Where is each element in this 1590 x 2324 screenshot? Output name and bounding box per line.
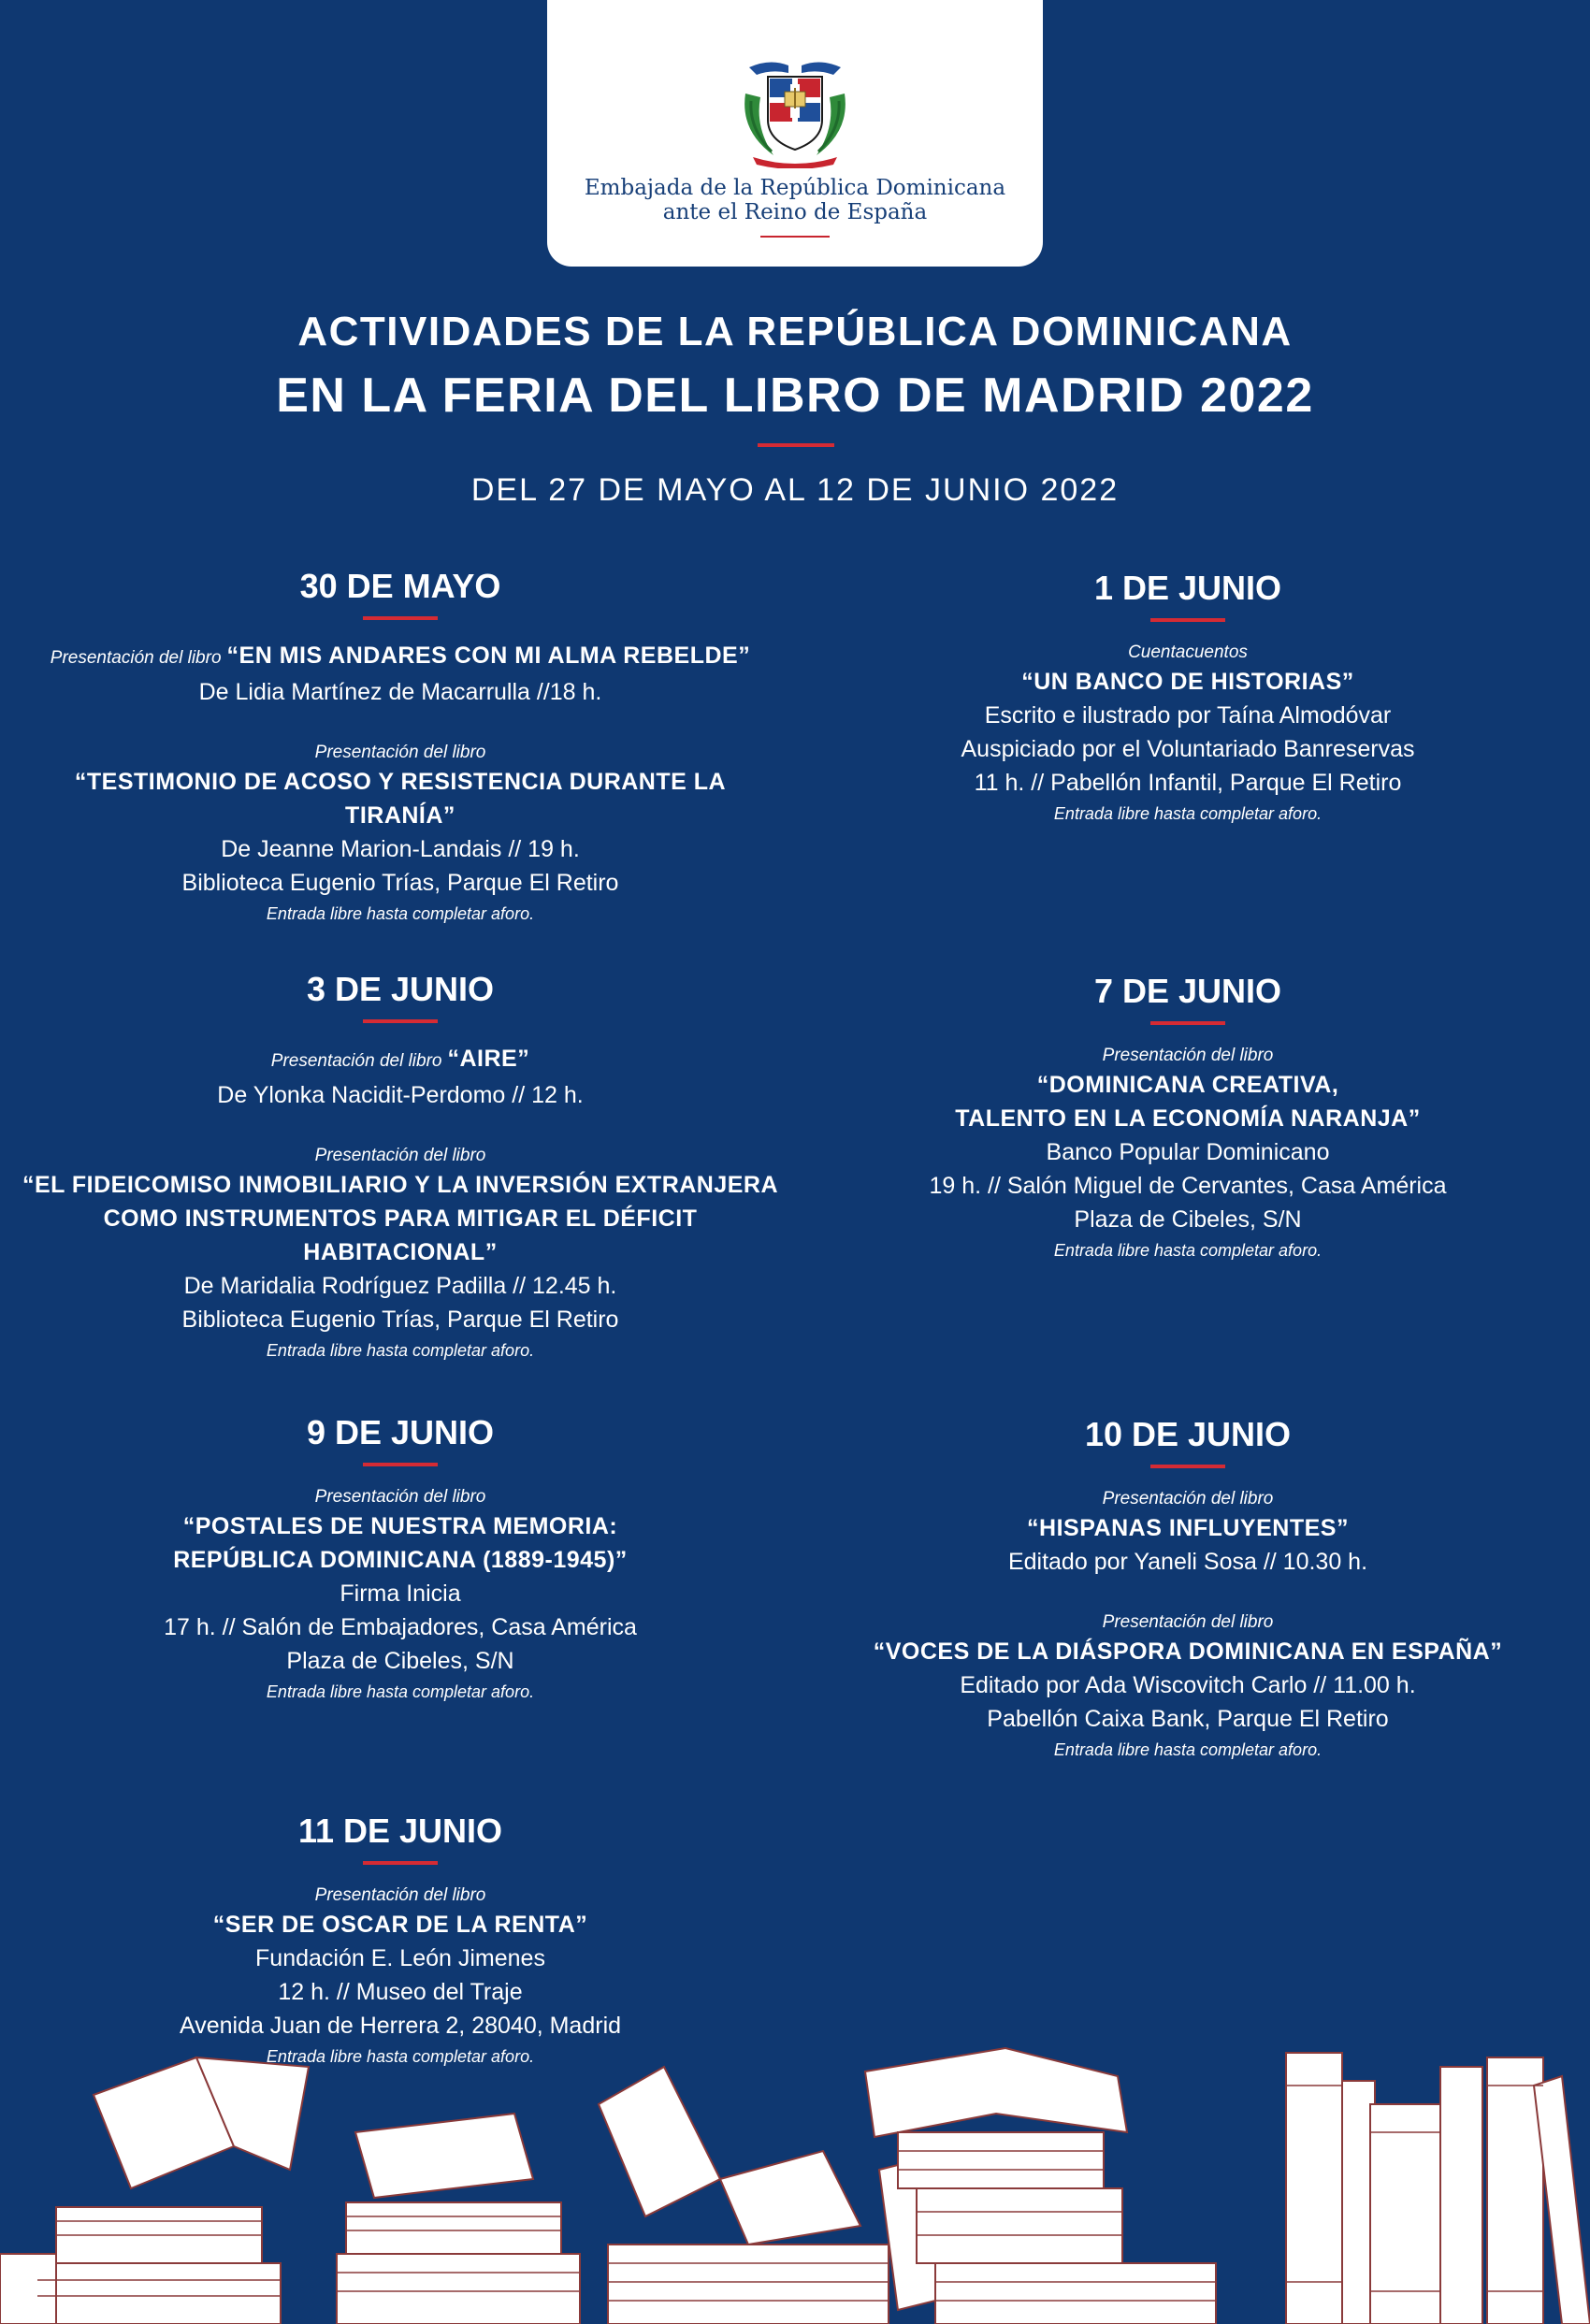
poster-title-line-2: EN LA FERIA DEL LIBRO DE MADRID 2022: [276, 368, 1314, 423]
books-illustration: [0, 2029, 1590, 2324]
entry-note: Entrada libre hasta completar aforo.: [266, 1341, 535, 1360]
event-title-with-label: [17, 639, 784, 675]
event-detail: De Lidia Martínez de Macarrulla //18 h.: [198, 679, 602, 705]
event-detail: Editado por Yaneli Sosa // 10.30 h.: [1007, 1549, 1368, 1575]
event-detail: Editado por Ada Wiscovitch Carlo // 11.00 h.: [960, 1672, 1416, 1698]
day-jun-10: [804, 1414, 1571, 1796]
embassy-divider: [760, 236, 830, 238]
event-item: [804, 1044, 1571, 1264]
embassy-header: [547, 0, 1043, 267]
day-heading: 3 DE JUNIO: [306, 970, 495, 1008]
day-divider: [363, 1019, 438, 1023]
event-item: [804, 1610, 1571, 1764]
title-divider: [758, 443, 834, 447]
event-type-label: Presentación del libro: [270, 1051, 442, 1071]
day-jun-9: [17, 1412, 784, 1738]
day-divider: [1150, 1021, 1225, 1025]
event-address: Avenida Juan de Herrera 2, 28040, Madrid: [179, 2013, 622, 2039]
day-heading: 10 DE JUNIO: [1084, 1415, 1292, 1453]
event-type-label: Presentación del libro: [314, 1885, 486, 1905]
book-title: “TESTIMONIO DE ACOSO Y RESISTENCIA DURANTE LA TIRANÍA”: [74, 769, 727, 829]
day-divider: [1150, 1465, 1225, 1468]
event-item: [17, 1485, 784, 1706]
book-title-line-1: “DOMINICANA CREATIVA,: [1036, 1072, 1339, 1098]
event-type-label: Presentación del libro: [1102, 1612, 1274, 1632]
day-divider: [363, 1463, 438, 1466]
event-type-label: Presentación del libro: [314, 1487, 486, 1507]
event-type-label: Presentación del libro: [1102, 1046, 1274, 1065]
entry-note: Entrada libre hasta completar aforo.: [266, 1682, 535, 1701]
book-title: “SER DE OSCAR DE LA RENTA”: [212, 1912, 588, 1938]
entry-note: Entrada libre hasta completar aforo.: [1053, 1740, 1323, 1759]
entry-note: Entrada libre hasta completar aforo.: [266, 2047, 535, 2066]
book-title: “HISPANAS INFLUYENTES”: [1027, 1515, 1349, 1541]
book-title: “EN MIS ANDARES CON MI ALMA REBELDE”: [226, 642, 751, 669]
event-item: [804, 641, 1571, 828]
day-divider: [1150, 618, 1225, 622]
day-jun-3: [17, 969, 784, 1396]
day-heading: 11 DE JUNIO: [297, 1812, 503, 1850]
event-type-label: Presentación del libro: [50, 648, 222, 668]
entry-note: Entrada libre hasta completar aforo.: [1053, 804, 1323, 823]
embassy-name-line-1: Embajada de la República Dominicana: [584, 176, 1006, 200]
event-detail: Banco Popular Dominicano: [1046, 1139, 1330, 1165]
event-venue: Pabellón Caixa Bank, Parque El Retiro: [987, 1706, 1389, 1732]
event-type-label: Presentación del libro: [314, 743, 486, 762]
event-venue: Biblioteca Eugenio Trías, Parque El Retiro: [181, 870, 619, 896]
event-type-label: Presentación del libro: [1102, 1489, 1274, 1508]
day-heading: 9 DE JUNIO: [306, 1413, 495, 1451]
embassy-name-line-2: ante el Reino de España: [662, 200, 928, 224]
book-title: “VOCES DE LA DIÁSPORA DOMINICANA EN ESPAÑA”: [873, 1638, 1503, 1665]
day-jun-7: [804, 971, 1571, 1296]
event-item: [804, 1487, 1571, 1579]
day-divider: [363, 1861, 438, 1865]
entry-note: Entrada libre hasta completar aforo.: [1053, 1241, 1323, 1260]
book-title-line-2: TALENTO EN LA ECONOMÍA NARANJA”: [955, 1105, 1421, 1132]
book-title-line-1: “EL FIDEICOMISO INMOBILIARIO Y LA INVERSIÓN EXTRANJERA: [22, 1172, 779, 1198]
event-detail: De Ylonka Nacidit-Perdomo // 12 h.: [217, 1082, 584, 1108]
poster-title-line-1: ACTIVIDADES DE LA REPÚBLICA DOMINICANA: [297, 309, 1293, 354]
event-detail: De Jeanne Marion-Landais // 19 h.: [221, 836, 580, 862]
day-divider: [363, 616, 438, 620]
event-venue: Biblioteca Eugenio Trías, Parque El Retiro: [181, 1306, 619, 1333]
event-item: [17, 741, 784, 928]
day-heading: 1 DE JUNIO: [1093, 569, 1282, 607]
event-venue: 12 h. // Museo del Traje: [278, 1979, 523, 2005]
event-address: Plaza de Cibeles, S/N: [286, 1648, 514, 1674]
event-detail: De Maridalia Rodríguez Padilla // 12.45 h.: [183, 1273, 617, 1299]
event-title-with-label: [17, 1042, 784, 1078]
book-title-line-2: REPÚBLICA DOMINICANA (1889-1945)”: [173, 1547, 628, 1573]
day-jun-1: [804, 568, 1571, 859]
event-venue: 19 h. // Salón Miguel de Cervantes, Casa América: [929, 1173, 1447, 1199]
event-item: [17, 639, 784, 709]
book-title: “AIRE”: [447, 1046, 530, 1072]
event-type-label: Cuentacuentos: [1128, 642, 1248, 662]
day-heading: 7 DE JUNIO: [1093, 972, 1282, 1010]
day-heading: 30 DE MAYO: [299, 567, 501, 605]
coat-of-arms-icon: [732, 56, 858, 168]
event-type-label: Presentación del libro: [314, 1146, 486, 1165]
event-item: [17, 1042, 784, 1112]
event-detail: Firma Inicia: [340, 1581, 461, 1607]
event-date-range: DEL 27 DE MAYO AL 12 DE JUNIO 2022: [470, 472, 1120, 508]
event-venue: 11 h. // Pabellón Infantil, Parque El Retiro: [974, 770, 1402, 796]
event-sponsor: Auspiciado por el Voluntariado Banreservas: [961, 736, 1415, 762]
event-venue: 17 h. // Salón de Embajadores, Casa América: [164, 1614, 637, 1640]
day-may-30: [17, 566, 784, 960]
event-detail: Escrito e ilustrado por Taína Almodóvar: [984, 702, 1392, 729]
book-title-line-2: COMO INSTRUMENTOS PARA MITIGAR EL DÉFICIT HABITACIONAL”: [103, 1205, 698, 1265]
event-detail: Fundación E. León Jimenes: [255, 1945, 545, 1971]
event-item: [17, 1144, 784, 1364]
entry-note: Entrada libre hasta completar aforo.: [266, 904, 535, 923]
book-title-line-1: “POSTALES DE NUESTRA MEMORIA:: [182, 1513, 618, 1539]
event-address: Plaza de Cibeles, S/N: [1074, 1206, 1302, 1233]
book-title: “UN BANCO DE HISTORIAS”: [1021, 669, 1354, 695]
